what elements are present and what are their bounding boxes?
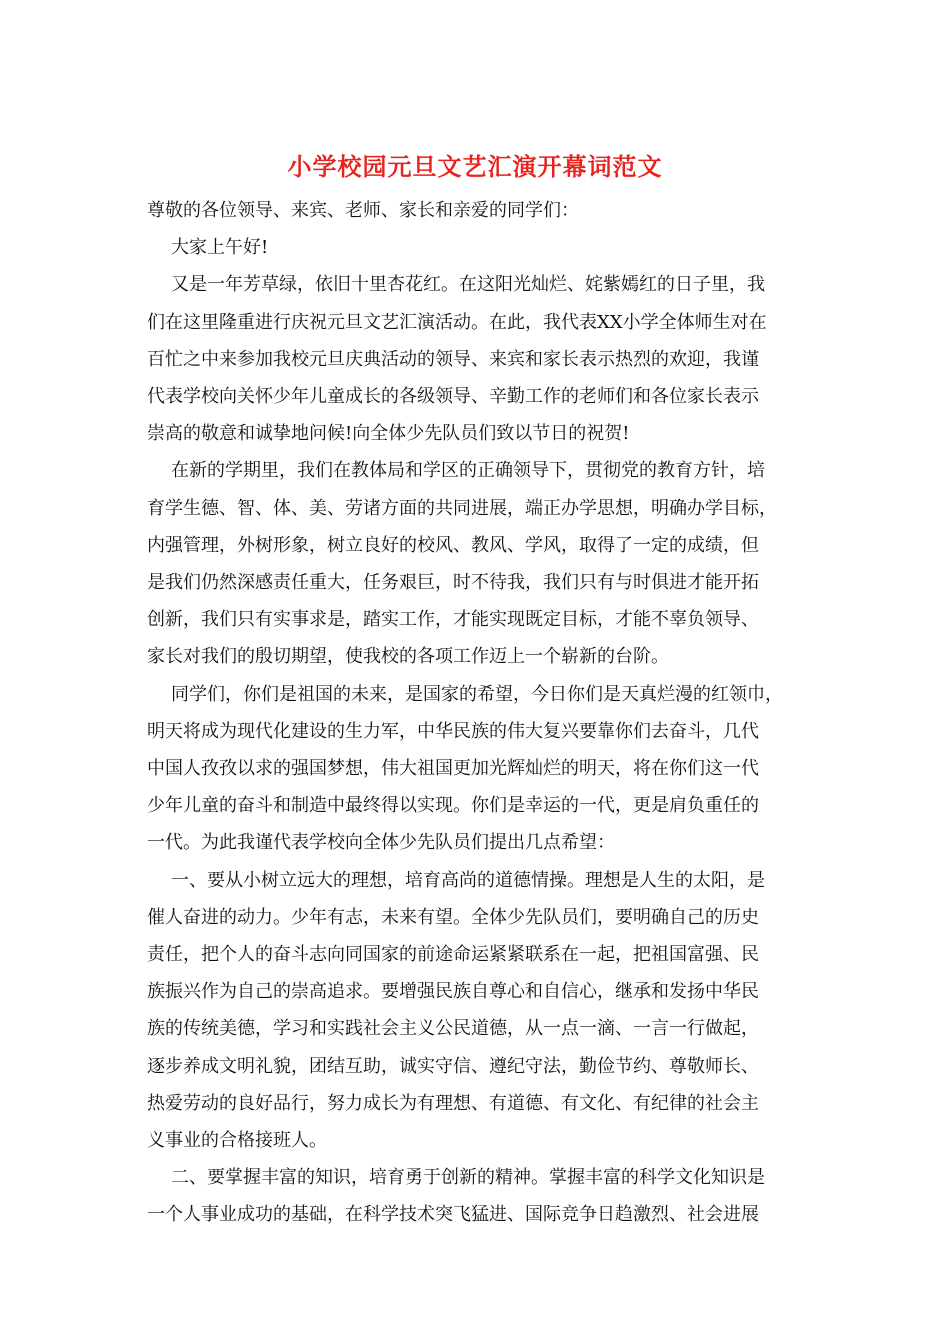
paragraph-line: 族的传统美德，学习和实践社会主义公民道德，从一点一滴、一言一行做起， [147, 1018, 759, 1040]
paragraph-line: 是我们仍然深感责任重大，任务艰巨，时不待我，我们只有与时俱进才能开拓 [147, 572, 759, 593]
paragraph-line: 责任，把个人的奋斗志向同国家的前途命运紧紧联系在一起，把祖国富强、民 [147, 944, 759, 965]
paragraph-line: 义事业的合格接班人。 [147, 1130, 327, 1151]
paragraph-line: 代表学校向关怀少年儿童成长的各级领导、辛勤工作的老师们和各位家长表示 [147, 386, 759, 407]
paragraph-line: 同学们，你们是祖国的未来，是国家的希望，今日你们是天真烂漫的红领巾， [171, 683, 783, 705]
paragraph-line: 二、要掌握丰富的知识，培育勇于创新的精神。掌握丰富的科学文化知识是 [171, 1167, 765, 1189]
paragraph-line: 明天将成为现代化建设的生力军，中华民族的伟大复兴要靠你们去奋斗，几代 [147, 720, 759, 742]
paragraph-line: 少年儿童的奋斗和制造中最终得以实现。你们是幸运的一代，更是肩负重任的 [147, 795, 759, 817]
paragraph-line: 一个人事业成功的基础，在科学技术突飞猛进、国际竞争日趋激烈、社会进展 [147, 1204, 759, 1226]
paragraph-line: 逐步养成文明礼貌，团结互助，诚实守信、遵纪守法，勤俭节约、尊敬师长、 [147, 1055, 759, 1077]
paragraph-line: 们在这里隆重进行庆祝元旦文艺汇演活动。在此，我代表XX小学全体师生对在 [147, 311, 767, 333]
paragraph-line: 百忙之中来参加我校元旦庆典活动的领导、来宾和家长表示热烈的欢迎，我谨 [147, 348, 759, 370]
document-title: 小学校园元旦文艺汇演开幕词范文 [287, 152, 663, 181]
paragraph-line: 中国人孜孜以求的强国梦想，伟大祖国更加光辉灿烂的明天，将在你们这一代 [147, 758, 759, 779]
paragraph-line: 催人奋进的动力。少年有志，未来有望。全体少先队员们，要明确自己的历史 [147, 906, 759, 928]
paragraph-line: 崇高的敬意和诚挚地问候!向全体少先队员们致以节日的祝贺! [147, 423, 630, 445]
paragraph-line: 家长对我们的殷切期望，使我校的各项工作迈上一个崭新的台阶。 [147, 646, 669, 668]
paragraph-line: 尊敬的各位领导、来宾、老师、家长和亲爱的同学们： [147, 200, 579, 221]
paragraph-line: 又是一年芳草绿，依旧十里杏花红。在这阳光灿烂、姹紫嫣红的日子里，我 [171, 274, 765, 296]
paragraph-line: 育学生德、智、体、美、劳诸方面的共同进展，端正办学思想，明确办学目标， [147, 497, 777, 519]
paragraph-line: 在新的学期里，我们在教体局和学区的正确领导下，贯彻党的教育方针，培 [171, 460, 765, 482]
paragraph-line: 创新，我们只有实事求是，踏实工作，才能实现既定目标，才能不辜负领导、 [147, 609, 759, 631]
paragraph-line: 内强管理，外树形象，树立良好的校风、教风、学风，取得了一定的成绩，但 [147, 534, 759, 556]
paragraph-line: 大家上午好! [171, 237, 269, 259]
paragraph-line: 族振兴作为自己的崇高追求。要增强民族自尊心和自信心，继承和发扬中华民 [147, 981, 759, 1003]
paragraph-line: 一、要从小树立远大的理想，培育高尚的道德情操。理想是人生的太阳，是 [171, 869, 765, 891]
paragraph-line: 热爱劳动的良好品行，努力成长为有理想、有道德、有文化、有纪律的社会主 [147, 1092, 759, 1114]
paragraph-line: 一代。为此我谨代表学校向全体少先队员们提出几点希望： [147, 832, 615, 854]
